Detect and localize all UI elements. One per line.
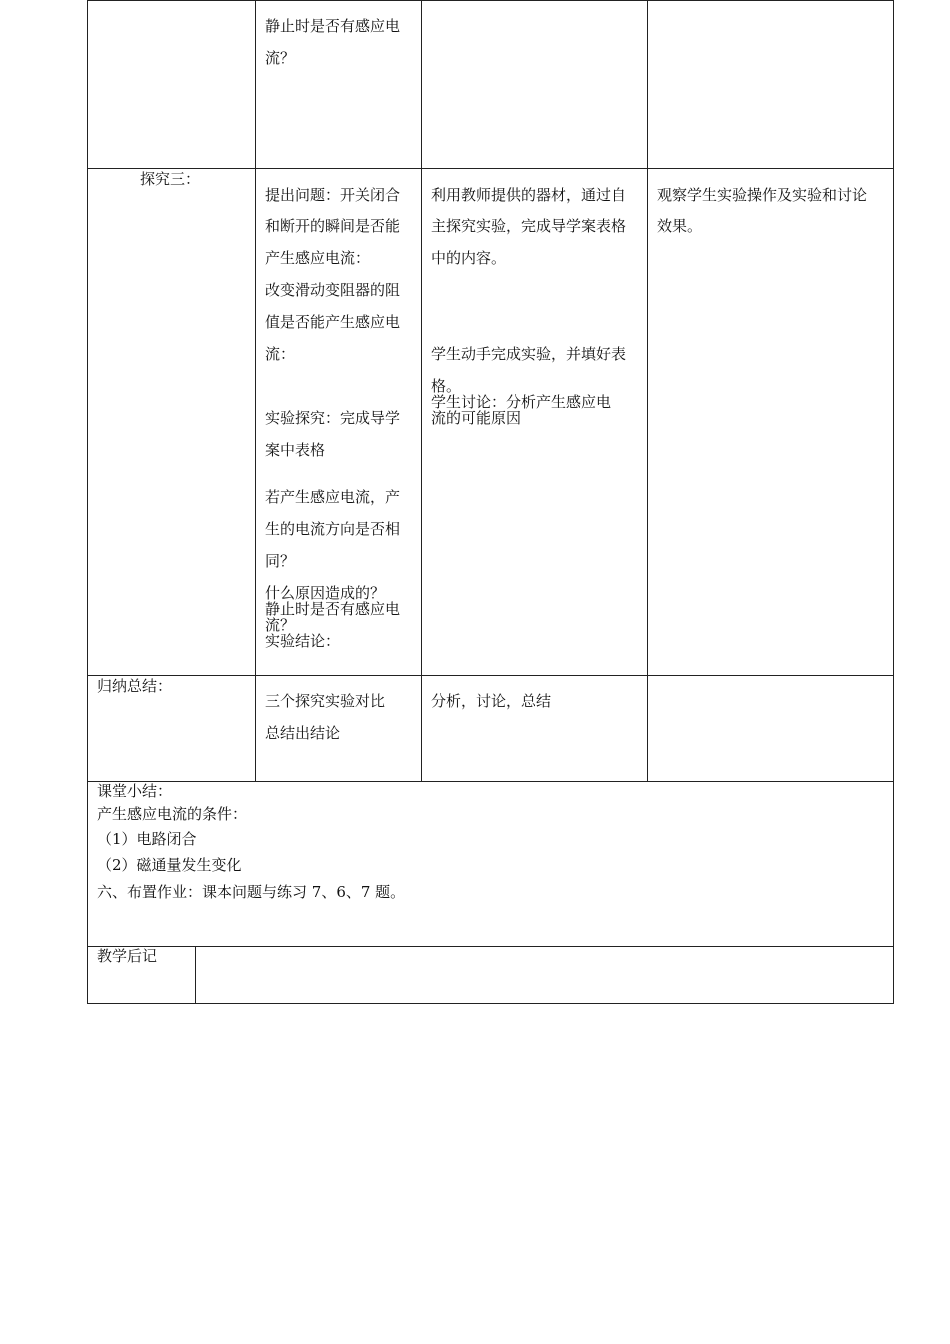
row1-question-line2: 流？ [265,49,296,67]
teacher-activity-line: 若产生感应电流，产 [265,488,401,506]
teacher-activity-line: 同？ [265,552,296,570]
postscript-label: 教学后记 [97,947,158,965]
teacher-activity-line: 生的电流方向是否相 [265,520,401,538]
teacher-activity-line: 静止时是否有感应电 [265,600,401,618]
student-activity-line: 利用教师提供的器材，通过自 [431,186,627,204]
design-intent-line: 效果。 [657,217,703,235]
teacher-activity-line: 产生感应电流： [265,249,371,267]
condition-item-1: （1）电路闭合 [97,830,197,848]
row1-question-line1: 静止时是否有感应电 [265,17,401,35]
summary-student-text: 分析，讨论，总结 [431,692,552,710]
student-activity-line: 主探究实验，完成导学案表格 [431,217,627,235]
row-divider-3 [87,781,894,782]
student-activity-line: 格。 [431,377,462,395]
inquiry-three-label: 探究三： [140,170,201,188]
teacher-activity-line: 改变滑动变阻器的阻 [265,281,401,299]
summary-section-label: 归纳总结： [97,677,173,695]
column-divider-1 [255,0,256,781]
table-top-border [87,0,894,1]
row-divider-1 [87,168,894,169]
teacher-activity-line: 什么原因造成的？ [265,584,386,602]
column-divider-3 [647,0,648,781]
table-left-border [87,0,88,1004]
teacher-activity-line: 实验结论： [265,632,341,650]
row-divider-2 [87,675,894,676]
student-activity-line: 学生讨论：分析产生感应电 [431,393,612,411]
teacher-activity-line: 流： [265,345,296,363]
postscript-divider [195,946,196,1004]
teacher-activity-line: 实验探究：完成导学 [265,409,401,427]
class-summary-title: 课堂小结： [97,782,173,800]
column-divider-2 [421,0,422,781]
condition-item-2: （2）磁通量发生变化 [97,856,242,874]
student-activity-line: 学生动手完成实验，并填好表 [431,345,627,363]
student-activity-line: 中的内容。 [431,249,507,267]
table-bottom-border [87,1003,894,1004]
teacher-activity-line: 案中表格 [265,441,326,459]
design-intent-line: 观察学生实验操作及实验和讨论 [657,186,868,204]
summary-teacher-line: 三个探究实验对比 [265,692,386,710]
summary-teacher-line: 总结出结论 [265,724,341,742]
teacher-activity-line: 流？ [265,616,296,634]
condition-heading: 产生感应电流的条件： [97,805,248,823]
student-activity-line: 流的可能原因 [431,409,522,427]
table-right-border [893,0,894,1004]
teacher-activity-line: 提出问题：开关闭合 [265,186,401,204]
homework-assignment: 六、布置作业：课本问题与练习 7、6、7 题。 [97,883,406,901]
row-divider-4 [87,946,894,947]
teacher-activity-line: 值是否能产生感应电 [265,313,401,331]
teacher-activity-line: 和断开的瞬间是否能 [265,217,401,235]
